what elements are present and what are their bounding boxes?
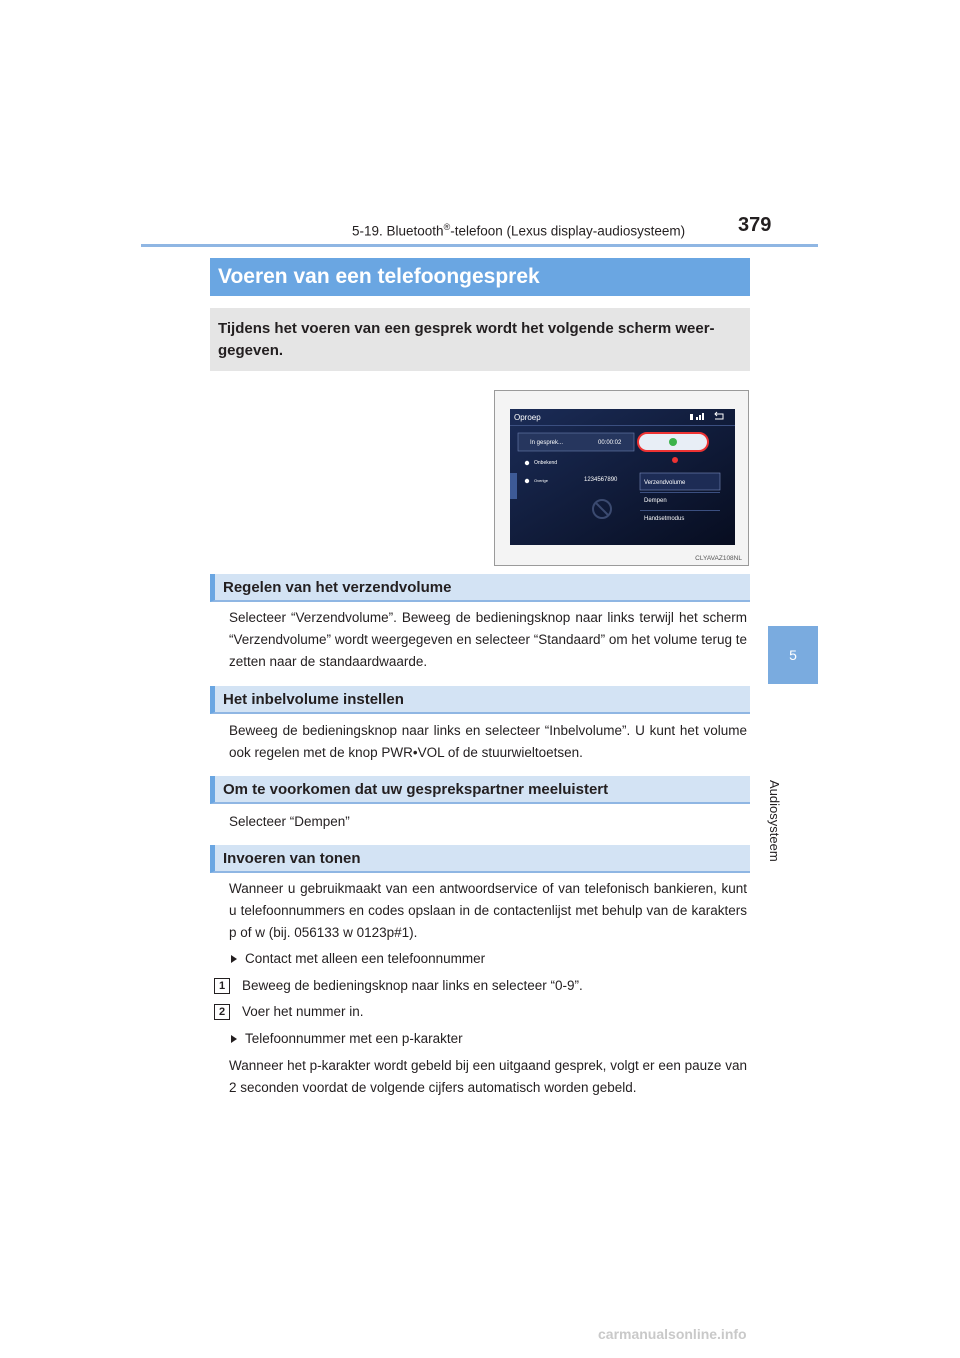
intro-box: Tijdens het voeren van een gesprek wordt het volgende scherm weer-gegeven. bbox=[210, 308, 750, 371]
running-header bbox=[352, 222, 685, 239]
step-1: Beweeg de bedieningsknop naar links en selecteer “0-9”. bbox=[242, 978, 583, 993]
triangle-bullet-icon bbox=[231, 1035, 237, 1043]
screen-graphics bbox=[510, 409, 735, 545]
bullet-text: Contact met alleen een telefoonnummer bbox=[245, 951, 486, 966]
step-number-1: 1 bbox=[214, 978, 230, 994]
chapter-label: Audiosysteem bbox=[767, 780, 782, 862]
paragraph-tones: Wanneer u gebruikmaakt van een antwoordservice of van telefonisch bankieren, kunt u telefoonnummers en codes opslaan in de contactenlijst met behulp van de karakters p of w (bij. 056133 w 0123p#1). bbox=[229, 881, 747, 940]
screen-menu-handset: Handsetmodus bbox=[644, 516, 685, 522]
screen-illustration bbox=[494, 390, 749, 566]
bullet-contact-number bbox=[231, 951, 485, 966]
paragraph-ring-volume: Beweeg de bedieningsknop naar links en selecteer “Inbelvolume”. U kunt het volume ook regelen met de knop PWR•VOL of de stuurwieltoetsen. bbox=[229, 723, 747, 760]
registered-mark: ® bbox=[443, 222, 451, 232]
subheading-send-volume: Regelen van het verzendvolume bbox=[210, 574, 750, 602]
main-heading: Voeren van een telefoongesprek bbox=[210, 258, 750, 296]
screen-timer: 00:00:02 bbox=[598, 440, 622, 446]
display-screen bbox=[510, 409, 735, 545]
header-prefix: 5-19. Bluetooth bbox=[352, 223, 444, 239]
chapter-tab: 5 bbox=[768, 626, 818, 684]
paragraph-mute: Selecteer “Dempen” bbox=[229, 814, 350, 829]
screen-title: Oproep bbox=[514, 413, 541, 422]
subheading-tones: Invoeren van tonen bbox=[210, 845, 750, 873]
step-number-2: 2 bbox=[214, 1004, 230, 1020]
screen-menu-mute: Dempen bbox=[644, 498, 667, 504]
subheading-mute: Om te voorkomen dat uw gesprekspartner meeluistert bbox=[210, 776, 750, 804]
bullet-text: Telefoonnummer met een p-karakter bbox=[245, 1031, 463, 1046]
bullet-p-character bbox=[231, 1031, 463, 1046]
watermark: carmanualsonline.info bbox=[598, 1326, 747, 1342]
header-rule bbox=[141, 244, 818, 247]
screen-in-call: In gesprek... bbox=[530, 440, 564, 446]
header-suffix: -telefoon (Lexus display-audiosysteem) bbox=[450, 223, 686, 239]
paragraph-p-character: Wanneer het p-karakter wordt gebeld bij een uitgaand gesprek, volgt er een pauze van 2 seconden voordat de volgende cijfers automatisch worden gebeld. bbox=[229, 1058, 747, 1095]
subheading-ring-volume: Het inbelvolume instellen bbox=[210, 686, 750, 714]
screen-menu-send-volume: Verzendvolume bbox=[644, 480, 686, 486]
screen-number-label: Overige bbox=[534, 478, 549, 483]
paragraph-send-volume: Selecteer “Verzendvolume”. Beweeg de bedieningsknop naar links terwijl het scherm “Verzendvolume” wordt weergegeven en selecteer “Standaard” om het volume terug te zetten naar de standaardwaarde. bbox=[229, 610, 747, 669]
triangle-bullet-icon bbox=[231, 955, 237, 963]
screen-contact: Onbekend bbox=[534, 460, 558, 466]
page-number: 379 bbox=[738, 214, 772, 236]
screen-number: 1234567890 bbox=[584, 477, 618, 483]
illustration-code: CLYAVAZ108NL bbox=[695, 555, 742, 562]
step-2: Voer het nummer in. bbox=[242, 1004, 364, 1019]
